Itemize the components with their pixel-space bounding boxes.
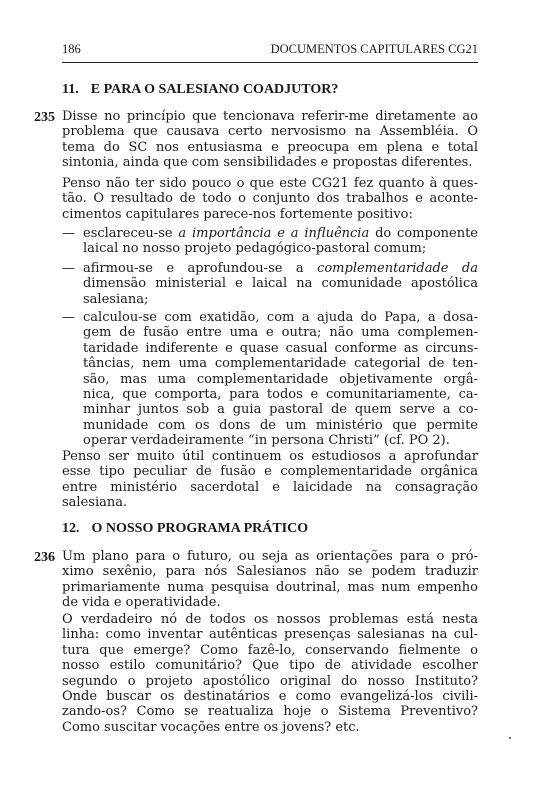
text-line: salesiana; [83,291,149,307]
text-line: taridade indiferente e quase casual conforme as circuns- [83,340,478,356]
text-line: Um plano para o futuro, ou seja as orientações para o pró- [62,549,478,564]
text-line: munidade com os dons de um ministério que permite [83,417,478,433]
text-line: segundo o projeto apostólico original do nosso Instituto? [62,673,478,689]
text-line: Onde buscar os destinatários e como evangelizá-los civili- [62,689,478,705]
text-line: minhar juntos sob a guia pastoral de quem serve a co- [83,402,478,418]
section-heading-11 [62,82,338,98]
text-line: tâncias, nem uma complementaridade categorial de ten- [83,356,478,372]
dash-bullet: — [62,226,75,241]
margin-number-235: 235 [34,110,55,125]
section-number: 12. [62,521,80,536]
text-line: O verdadeiro nó de todos os nossos problemas está nesta [62,612,478,627]
text-line: tema do SC nos entusiasma e preocupa em plena e total [62,139,478,155]
stray-mark [509,737,511,739]
text-line: calculou-se com exatidão, com a ajuda do Papa, a dosa- [83,310,478,325]
text-line: ximo sexênio, para nós Salesianos não se podem traduzir [62,564,478,580]
text-line: tão. O resultado de todo o conjunto dos trabalhos e aconte- [62,191,478,207]
section-number: 11. [62,82,79,97]
text-line: sintonia, ainda que com sensibilidades e propostas diferentes. [62,155,473,171]
text-line: problema que causava certo nervosismo na Assembléia. O [62,124,478,140]
text-line: Penso não ter sido pouco o que este CG21 fez quanto à ques- [62,176,478,191]
text-line: de vida e operatividade. [62,595,221,611]
header-rule [62,62,478,63]
section-title: E PARA O SALESIANO COADJUTOR? [90,82,339,97]
paragraph [62,109,478,171]
text-line: zando-os? Como se reatualiza hoje o Sistema Preventivo? [62,704,478,720]
paragraph [62,176,478,222]
text-line: gem de fusão entre uma e outra; não uma complemen- [83,325,478,341]
dash-bullet: — [62,261,75,276]
page-number: 186 [62,42,81,56]
text-line: afirmou-se e aprofundou-se a complementaridade da [83,261,479,276]
running-header [62,42,478,58]
paragraph [62,549,478,611]
paragraph [62,449,478,511]
section-heading-12 [62,521,308,537]
text-line: Penso ser muito útil continuem os estudiosos a aprofundar [62,449,478,464]
text-line: Disse no princípio que tencionava referir-me diretamente ao [62,109,478,124]
margin-number-236: 236 [34,550,55,565]
text-line: laical no nosso projeto pedagógico-pastoral comum; [83,241,427,257]
text-line: nica, que comporta, para todos e comunitariamente, ca- [83,387,478,403]
text-line: primariamente numa pesquisa doutrinal, mas num empenho [62,579,478,595]
text-line: linha: como inventar autênticas presenças salesianas na cul- [62,627,478,643]
text-line: cimentos capitulares parece-nos fortemente positivo: [62,206,413,222]
text-line: operar verdadeiramente “in persona Christi” (cf. PO 2). [83,433,450,449]
section-title: O NOSSO PROGRAMA PRÁTICO [91,521,309,536]
paragraph [62,612,478,735]
text-line: esse tipo peculiar de fusão e complementaridade orgânica [62,464,478,480]
text-line: entre ministério sacerdotal e laicidade na consagração [62,479,478,495]
dash-bullet: — [62,310,75,325]
text-line: são, mas uma complementaridade objetivamente orgâ- [83,371,478,387]
text-line: nosso estilo comunitário? Que tipo de atividade escolher [62,658,478,674]
text-line: Como suscitar vocações entre os jovens? etc. [62,719,360,735]
text-line: salesiana. [62,495,128,511]
text-line: tura que emerge? Como fazê-lo, conservando fielmente o [62,642,478,658]
text-line: dimensão ministerial e laical na comunidade apostólica [83,276,478,292]
running-title: DOCUMENTOS CAPITULARES CG21 [270,42,478,56]
text-line: esclareceu-se a importância e a influência do componente [83,226,478,241]
